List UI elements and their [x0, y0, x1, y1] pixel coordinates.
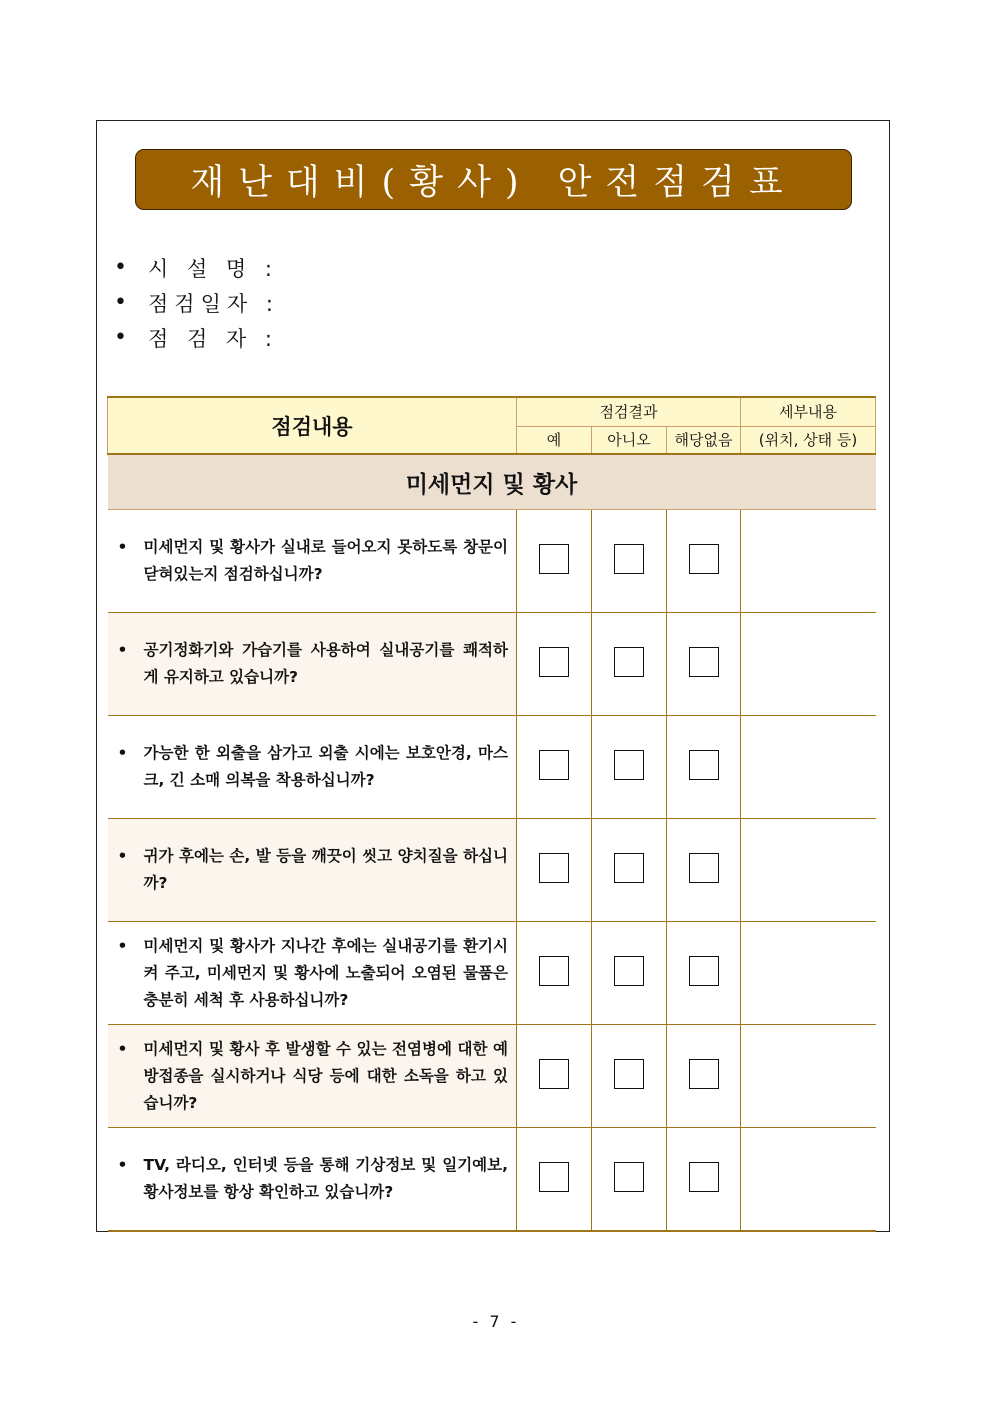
question-cell — [108, 613, 517, 716]
no-checkbox[interactable] — [614, 750, 644, 780]
question-text: 미세먼지 및 황사가 실내로 들어오지 못하도록 창문이 닫혀있는지 점검하십니까? — [143, 538, 508, 583]
no-checkbox[interactable] — [614, 544, 644, 574]
question-text: 가능한 한 외출을 삼가고 외출 시에는 보호안경, 마스크, 긴 소매 의복을 착용하십니까? — [143, 744, 508, 789]
yes-checkbox[interactable] — [539, 1162, 569, 1192]
yes-checkbox[interactable] — [539, 750, 569, 780]
yes-cell — [517, 1128, 592, 1232]
table-row — [108, 922, 876, 1025]
title-banner — [135, 149, 852, 210]
header-no: 아니오 — [592, 426, 667, 454]
na-checkbox[interactable] — [689, 1162, 719, 1192]
yes-cell — [517, 510, 592, 613]
date-label: 점검일자 : — [148, 291, 279, 316]
detail-field[interactable] — [741, 510, 876, 613]
no-checkbox[interactable] — [614, 956, 644, 986]
checklist-table — [107, 396, 876, 1232]
detail-field[interactable] — [741, 1025, 876, 1128]
inspector-label: 점 검 자 : — [148, 326, 278, 351]
na-cell — [667, 819, 741, 922]
bullet-icon: • — [117, 744, 128, 762]
bullet-icon: • — [114, 325, 127, 350]
bullet-icon: • — [117, 936, 128, 955]
header-content: 점검내용 — [108, 397, 517, 454]
question-cell — [108, 1025, 517, 1128]
table-row — [108, 1025, 876, 1128]
question-cell — [108, 510, 517, 613]
question-cell — [108, 716, 517, 819]
detail-field[interactable] — [741, 1128, 876, 1232]
na-checkbox[interactable] — [689, 750, 719, 780]
yes-checkbox[interactable] — [539, 647, 569, 677]
yes-checkbox[interactable] — [539, 956, 569, 986]
bullet-icon: • — [117, 538, 128, 556]
no-checkbox[interactable] — [614, 647, 644, 677]
bullet-icon: • — [114, 290, 127, 315]
header-row-1 — [108, 397, 876, 426]
na-checkbox[interactable] — [689, 647, 719, 677]
question-cell — [108, 819, 517, 922]
detail-field[interactable] — [741, 922, 876, 1025]
table-row — [108, 1128, 876, 1232]
table-row — [108, 510, 876, 613]
question-text: 미세먼지 및 황사 후 발생할 수 있는 전염병에 대한 예방접종을 실시하거나 식당 등에 대한 소독을 하고 있습니까? — [143, 1039, 508, 1112]
section-title: 미세먼지 및 황사 — [108, 454, 876, 510]
no-checkbox[interactable] — [614, 1162, 644, 1192]
na-cell — [667, 1025, 741, 1128]
yes-checkbox[interactable] — [539, 1059, 569, 1089]
no-cell — [592, 922, 667, 1025]
table-row — [108, 716, 876, 819]
na-checkbox[interactable] — [689, 544, 719, 574]
table-row — [108, 613, 876, 716]
yes-checkbox[interactable] — [539, 544, 569, 574]
info-fields — [114, 250, 279, 355]
table-row — [108, 819, 876, 922]
yes-cell — [517, 1025, 592, 1128]
detail-field[interactable] — [741, 819, 876, 922]
yes-cell — [517, 922, 592, 1025]
section-row — [108, 454, 876, 510]
no-checkbox[interactable] — [614, 1059, 644, 1089]
header-detail-line2: (위치, 상태 등) — [741, 426, 876, 454]
yes-cell — [517, 613, 592, 716]
question-cell — [108, 922, 517, 1025]
facility-label: 시 설 명 : — [148, 256, 278, 281]
yes-checkbox[interactable] — [539, 853, 569, 883]
bullet-icon: • — [117, 1156, 128, 1174]
no-cell — [592, 510, 667, 613]
bullet-icon: • — [117, 847, 128, 865]
bullet-icon: • — [117, 641, 128, 659]
question-cell — [108, 1128, 517, 1232]
na-checkbox[interactable] — [689, 1059, 719, 1089]
info-row-date — [114, 285, 279, 320]
detail-field[interactable] — [741, 716, 876, 819]
question-text: 귀가 후에는 손, 발 등을 깨끗이 씻고 양치질을 하십니까? — [143, 847, 508, 892]
na-cell — [667, 716, 741, 819]
na-cell — [667, 510, 741, 613]
question-text: TV, 라디오, 인터넷 등을 통해 기상정보 및 일기예보, 황사정보를 항상 확인하고 있습니까? — [143, 1156, 508, 1201]
yes-cell — [517, 819, 592, 922]
bullet-icon: • — [117, 1039, 128, 1058]
header-result-group: 점검결과 — [517, 397, 741, 426]
na-checkbox[interactable] — [689, 853, 719, 883]
no-cell — [592, 613, 667, 716]
na-cell — [667, 922, 741, 1025]
header-detail-line1: 세부내용 — [741, 397, 876, 426]
na-cell — [667, 1128, 741, 1232]
bullet-icon: • — [114, 255, 127, 280]
page-title: 재난대비(황사) 안전점검표 — [190, 162, 797, 203]
header-yes: 예 — [517, 426, 592, 454]
info-row-inspector — [114, 320, 279, 355]
question-text: 공기정화기와 가습기를 사용하여 실내공기를 쾌적하게 유지하고 있습니까? — [143, 641, 508, 686]
no-cell — [592, 1025, 667, 1128]
no-cell — [592, 716, 667, 819]
info-row-facility — [114, 250, 279, 285]
yes-cell — [517, 716, 592, 819]
no-checkbox[interactable] — [614, 853, 644, 883]
page-number: - 7 - — [472, 1312, 520, 1331]
no-cell — [592, 1128, 667, 1232]
detail-field[interactable] — [741, 613, 876, 716]
na-cell — [667, 613, 741, 716]
no-cell — [592, 819, 667, 922]
header-na: 해당없음 — [667, 426, 741, 454]
question-text: 미세먼지 및 황사가 지나간 후에는 실내공기를 환기시켜 주고, 미세먼지 및 황사에 노출되어 오염된 물품은 충분히 세척 후 사용하십니까? — [143, 936, 508, 1009]
na-checkbox[interactable] — [689, 956, 719, 986]
